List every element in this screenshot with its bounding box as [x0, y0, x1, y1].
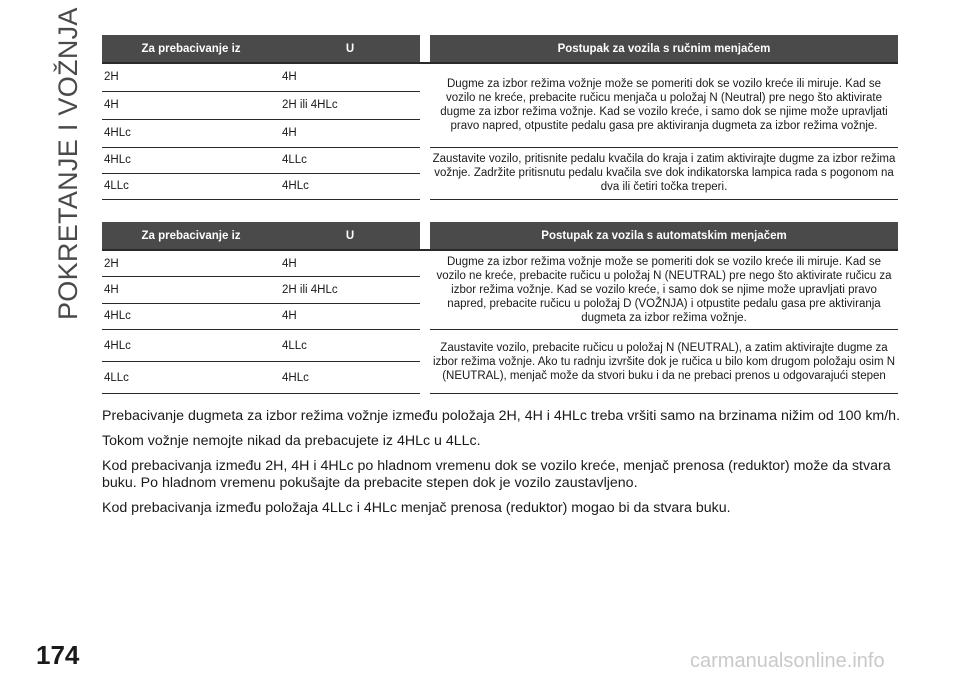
table-row — [102, 63, 898, 91]
table-row — [102, 250, 898, 277]
cell-from: 2H — [102, 250, 280, 277]
paragraph: Tokom vožnje nemojte nikad da prebacujete iz 4HLc u 4LLc. — [102, 433, 481, 449]
cell-to: 4HLc — [280, 173, 420, 199]
cell-from: 4HLc — [102, 303, 280, 330]
body-text — [102, 408, 902, 525]
cell-from: 4LLc — [102, 362, 280, 394]
auto-procedure-2: Zaustavite vozilo, prebacite ručicu u položaj N (NEUTRAL), a zatim aktivirajte dugme za izbor režima vožnje. Ako tu radnju izvršite dok je ručica u bilo kom drugom položaju osim N (NEUTRAL), menjač može da stvori buku i da ne prebaci prenos u odgovarajući stepen — [430, 330, 898, 394]
paragraph: Kod prebacivanja između 2H, 4H i 4HLc po hladnom vremenu dok se vozilo kreće, menjač prenosa (reduktor) može da stvara buku. Po hladnom vremenu pokušajte da prebacite stepen dok je vozilo zaustavljeno. — [102, 458, 891, 491]
cell-to: 4H — [280, 63, 420, 91]
manual-procedure-2: Zaustavite vozilo, pritisnite pedalu kvačila do kraja i zatim aktivirajte dugme za izbor režima vožnje. Zadržite pritisnutu pedalu kvačila sve dok indikatorska lampica rada s pogonom na dva ili četiri točka treperi. — [430, 147, 898, 199]
cell-from: 4H — [102, 277, 280, 304]
automatic-transmission-table — [102, 222, 898, 394]
manual-procedure-1: Dugme za izbor režima vožnje može se pomeriti dok se vozilo kreće ili miruje. Kad se vozilo ne kreće, prebacite ručicu menjača u položaj N (Neutral) pre nego što aktivirate dugme za izbor režima vožnje. Kad se vozilo kreće, i samo dok se njime može upravljati pravo napred, otpustite pedalu gasa pre aktiviranja dugmeta za izbor režima vožnje. — [430, 63, 898, 147]
auto-header-to: U — [280, 222, 420, 250]
cell-to: 4H — [280, 250, 420, 277]
cell-from: 4HLc — [102, 330, 280, 362]
section-side-title-text: POKRETANJE I VOŽNJA — [53, 7, 83, 320]
manual-header-to: U — [280, 35, 420, 63]
cell-from: 4HLc — [102, 119, 280, 147]
watermark: carmanualsonline.info — [690, 650, 885, 672]
table-row — [102, 147, 898, 173]
cell-to: 4LLc — [280, 147, 420, 173]
manual-transmission-table — [102, 35, 898, 200]
paragraph: Kod prebacivanja između položaja 4LLc i 4HLc menjač prenosa (reduktor) mogao bi da stvara buku. — [102, 500, 731, 516]
cell-to: 4HLc — [280, 362, 420, 394]
auto-header-from: Za prebacivanje iz — [102, 222, 280, 250]
cell-from: 4LLc — [102, 173, 280, 199]
section-side-title — [52, 7, 92, 320]
cell-from: 4H — [102, 91, 280, 119]
auto-procedure-1: Dugme za izbor režima vožnje može se pomeriti dok se vozilo kreće ili miruje. Kad se vozilo ne kreće, prebacite ručicu u položaj N (NEUTRAL) pre nego što aktivirate ručicu za izbor režima vožnje. Kad se vozilo kreće, i samo dok se njime može upravljati pravo napred, prebacite ručicu u položaj D (VOŽNJA) i otpustite pedalu gasa pre aktiviranja dugmeta za izbor režima vožnje. — [430, 250, 898, 330]
manual-header-from: Za prebacivanje iz — [102, 35, 280, 63]
manual-header-procedure: Postupak za vozila s ručnim menjačem — [430, 35, 898, 63]
paragraph: Prebacivanje dugmeta za izbor režima vožnje između položaja 2H, 4H i 4HLc treba vršiti samo na brzinama nižim od 100 km/h. — [102, 408, 901, 424]
cell-to: 4H — [280, 119, 420, 147]
cell-from: 2H — [102, 63, 280, 91]
auto-header-procedure: Postupak za vozila s automatskim menjačem — [430, 222, 898, 250]
cell-to: 4LLc — [280, 330, 420, 362]
cell-to: 2H ili 4HLc — [280, 277, 420, 304]
page-number: 174 — [36, 640, 80, 670]
cell-from: 4HLc — [102, 147, 280, 173]
cell-to: 2H ili 4HLc — [280, 91, 420, 119]
cell-to: 4H — [280, 303, 420, 330]
table-row — [102, 330, 898, 362]
